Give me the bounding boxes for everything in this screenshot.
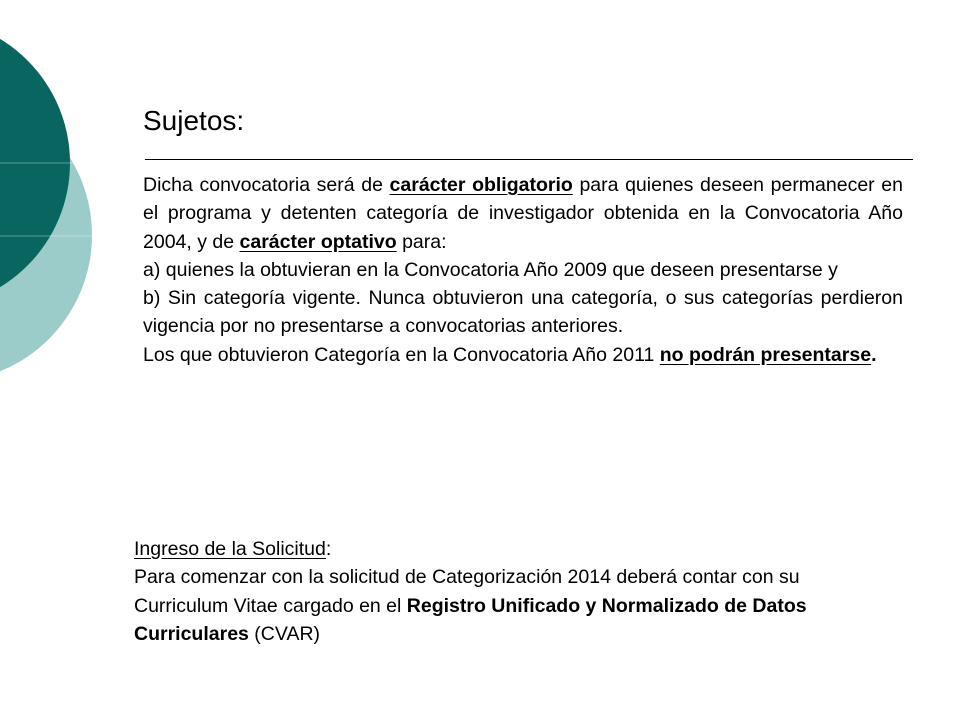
- optional-emphasis: carácter optativo: [239, 230, 397, 253]
- registry-name: Registro Unificado y Normalizado de Datos Curriculares: [134, 594, 807, 645]
- title-divider: [145, 159, 913, 160]
- exclusion-paragraph: [143, 341, 903, 369]
- para1-text-3: para:: [396, 230, 447, 253]
- slide-title: Sujetos:: [143, 105, 245, 136]
- ingreso-colon: :: [325, 538, 332, 560]
- item-b: b) Sin categoría vigente. Nunca obtuvieron una categoría, o sus categorías perdieron vigencia por no presentarse a convocatorias anteriores.: [143, 287, 903, 338]
- exclusion-period: .: [871, 343, 877, 366]
- ingreso-heading-line: [134, 535, 894, 563]
- application-entry-section: [134, 535, 894, 648]
- cannot-apply-emphasis: no podrán presentarse: [659, 343, 872, 366]
- mandatory-emphasis: carácter obligatorio: [389, 174, 573, 196]
- ingreso-text-1: Para comenzar con la solicitud de Categorización 2014 deberá contar con su Curriculum Vitae cargado en el: [134, 566, 800, 617]
- subjects-body: [143, 171, 903, 369]
- ingreso-text-2: (CVAR): [248, 622, 321, 645]
- para1-text-2: para quienes deseen permanecer en el programa y detenten categoría de investigador obtenida en la Convocatoria Año 2004, y de: [143, 174, 903, 253]
- item-a: a) quienes la obtuvieran en la Convocatoria Año 2009 que deseen presentarse y: [143, 258, 838, 281]
- obligation-paragraph: [143, 171, 903, 256]
- exclusion-text-1: Los que obtuvieron Categoría en la Convocatoria Año 2011: [143, 343, 660, 366]
- ingreso-heading: Ingreso de la Solicitud: [134, 538, 326, 560]
- decorative-circles: [0, 0, 140, 400]
- para1-text-1: Dicha convocatoria será de: [143, 174, 390, 196]
- ingreso-paragraph: [134, 563, 894, 648]
